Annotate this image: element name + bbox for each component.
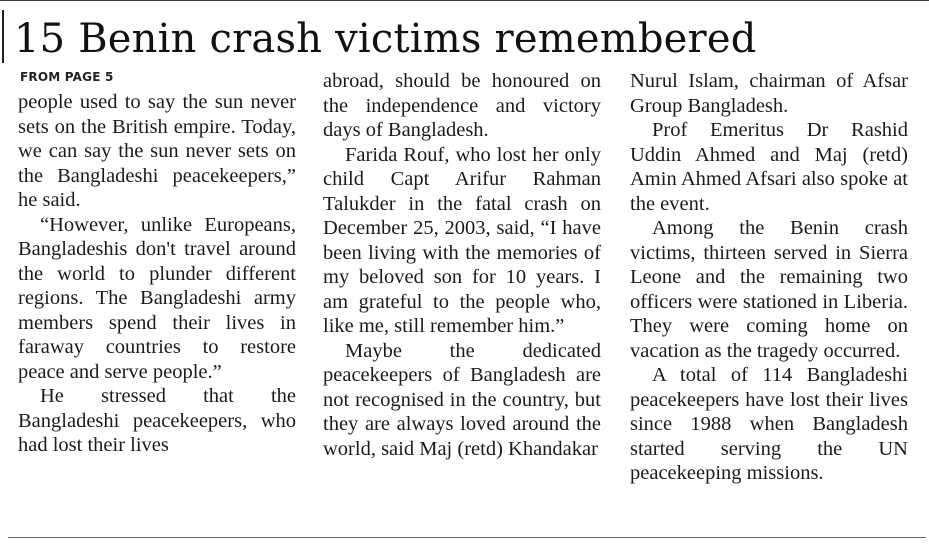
article-column-1 [18,90,296,458]
paragraph: Farida Rouf, who lost her only child Capt Arifur Rahman Talukder in the fatal crash on December 25, 2003, said, “I have been living with the memories of my beloved son for 10 years. I am grateful to the people who, like me, still remember him.” [323,143,601,337]
paragraph: A total of 114 Bangladeshi peacekeepers have lost their lives since 1988 when Bangladesh started serving the UN peacekeeping missions. [630,364,908,484]
headline-rule [2,10,4,63]
article-column-3 [630,69,908,486]
paragraph: “However, unlike Europeans, Bangladeshis don't travel around the world to plunder different regions. The Bangladeshi army members spend their lives in faraway countries to restore peace and serve people.” [18,213,296,383]
continued-from-label: FROM PAGE 5 [20,70,114,84]
paragraph: people used to say the sun never sets on the British empire. Today, we can say the sun never sets on the Bangladeshi peacekeepers,” he said. [18,91,296,211]
paragraph: Among the Benin crash victims, thirteen served in Sierra Leone and the remaining two officers were stationed in Liberia. They were coming home on vacation as the tragedy occurred. [630,217,908,362]
paragraph: Nurul Islam, chairman of Afsar Group Bangladesh. [630,70,908,117]
paragraph: He stressed that the Bangladeshi peacekeepers, who had lost their lives [18,385,296,456]
paragraph: Maybe the dedicated peacekeepers of Bangladesh are not recognised in the country, but they are always loved around the world, said Maj (retd) Khandakar [323,339,601,460]
bottom-rule [8,537,926,538]
article-column-2 [323,69,601,461]
headline: 15 Benin crash victims remembered [14,16,757,62]
paragraph: abroad, should be honoured on the independence and victory days of Bangladesh. [323,70,601,141]
paragraph: Prof Emeritus Dr Rashid Uddin Ahmed and Maj (retd) Amin Ahmed Afsari also spoke at the event. [630,119,908,215]
